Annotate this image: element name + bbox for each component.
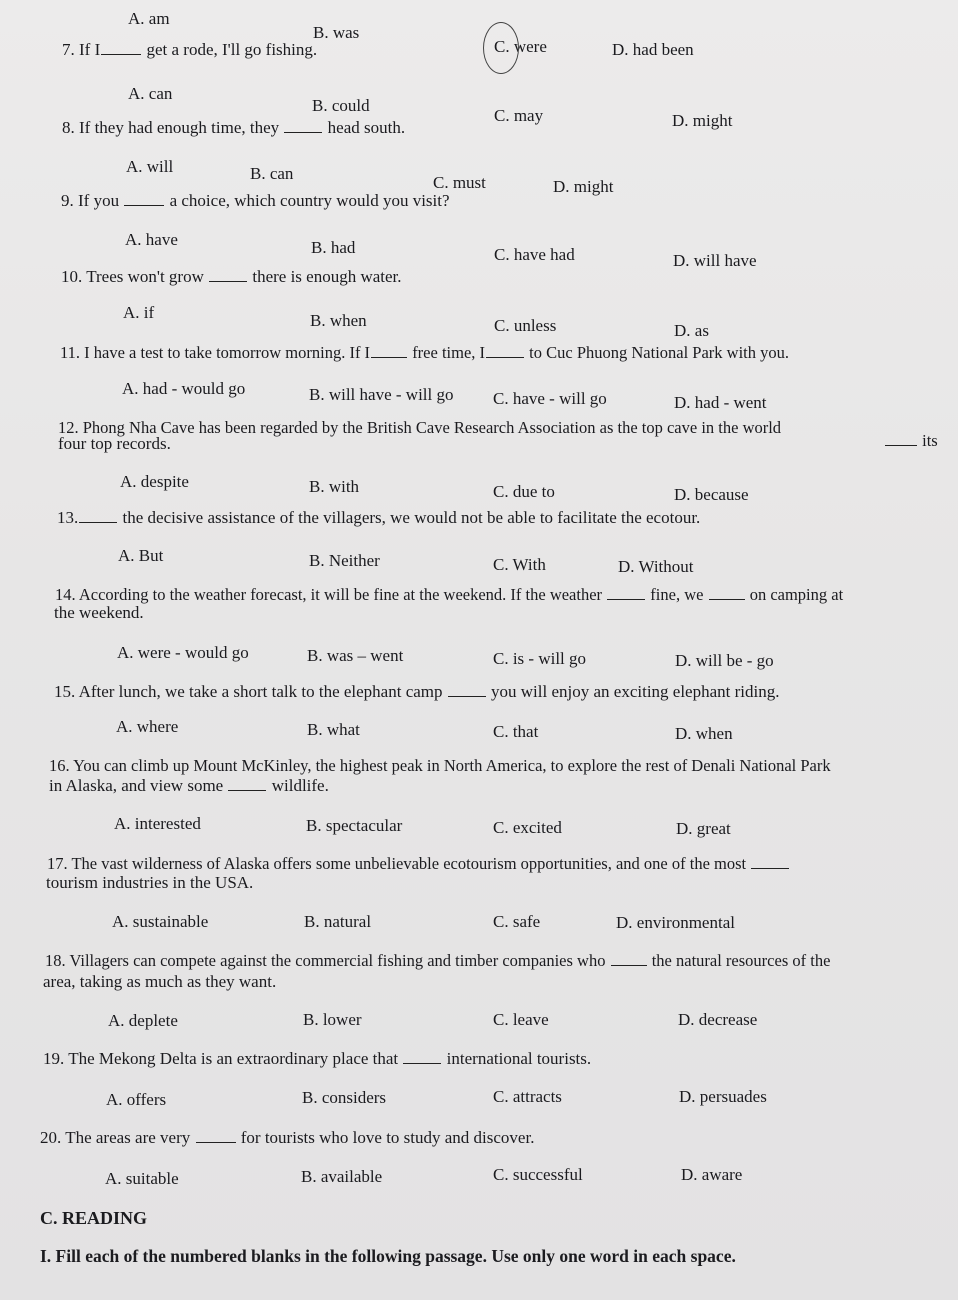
q20-option-b[interactable]: B. available	[301, 1167, 383, 1186]
question-text: Phong Nha Cave has been regarded by the British Cave Research Association as the top cave in the world	[82, 418, 782, 437]
q20-option-d[interactable]: D. aware	[681, 1165, 743, 1184]
question-16-line2	[49, 776, 329, 796]
question-text: The areas are very	[65, 1128, 191, 1147]
q11-option-c[interactable]: C. have - will go	[493, 389, 607, 408]
question-text: to Cuc Phuong National Park with you.	[529, 343, 790, 362]
question-text: you will enjoy an exciting elephant riding.	[491, 682, 780, 701]
q16-option-d[interactable]: D. great	[676, 819, 731, 838]
q10-option-b[interactable]: B. when	[310, 311, 367, 330]
question-17	[47, 854, 790, 874]
question-8	[62, 118, 405, 138]
question-text: wildlife.	[271, 776, 329, 795]
q9-option-a[interactable]: A. have	[125, 230, 178, 249]
question-number: 16.	[49, 756, 70, 775]
question-text: I have a test to take tomorrow morning. If I	[84, 343, 371, 362]
q8-option-c[interactable]: C. must	[433, 173, 486, 192]
question-text: a choice, which country would you visit?	[169, 191, 450, 210]
q12-option-a[interactable]: A. despite	[120, 472, 189, 491]
question-17-line2: tourism industries in the USA.	[46, 873, 254, 892]
question-text: head south.	[327, 118, 406, 137]
q8-option-a[interactable]: A. will	[126, 157, 174, 176]
q14-option-c[interactable]: C. is - will go	[493, 649, 587, 668]
q12-option-c[interactable]: C. due to	[493, 482, 555, 501]
question-number: 15.	[54, 682, 76, 701]
q13-option-d[interactable]: D. Without	[618, 557, 694, 576]
question-text: for tourists who love to study and discover.	[240, 1128, 535, 1147]
question-text: The Mekong Delta is an extraordinary place that	[68, 1049, 399, 1068]
q17-option-d[interactable]: D. environmental	[616, 913, 735, 932]
q9-option-b[interactable]: B. had	[311, 238, 356, 257]
q15-option-c[interactable]: C. that	[493, 722, 539, 741]
q6-option-a[interactable]: A. am	[128, 9, 170, 28]
answer-blank[interactable]	[448, 682, 486, 697]
question-9	[61, 191, 450, 211]
answer-circle-mark	[483, 22, 519, 74]
q18-option-b[interactable]: B. lower	[303, 1010, 362, 1029]
question-number: 20.	[40, 1128, 62, 1147]
q15-option-b[interactable]: B. what	[307, 720, 360, 739]
question-text: According to the weather forecast, it will be fine at the weekend. If the weather	[78, 585, 603, 604]
question-text: The vast wilderness of Alaska offers some unbelievable ecotourism opportunities, and one of the most	[71, 854, 747, 873]
question-text: Trees won't grow	[86, 267, 204, 286]
question-12-line2: four top records.	[58, 434, 171, 453]
question-text: the natural resources of the	[651, 951, 831, 970]
q17-option-a[interactable]: A. sustainable	[112, 912, 209, 931]
question-number: 9.	[61, 191, 74, 210]
q6-option-b[interactable]: B. was	[313, 23, 360, 42]
q7-option-a[interactable]: A. can	[128, 84, 173, 103]
q13-option-a[interactable]: A. But	[118, 546, 164, 565]
question-number: 7.	[62, 40, 75, 59]
question-text: If you	[78, 191, 120, 210]
question-18-line2: area, taking as much as they want.	[43, 972, 277, 991]
q19-option-a[interactable]: A. offers	[106, 1090, 167, 1109]
q9-option-c[interactable]: C. have had	[494, 245, 575, 264]
question-18	[45, 951, 830, 971]
q20-option-c[interactable]: C. successful	[493, 1165, 583, 1184]
q8-option-d[interactable]: D. might	[553, 177, 614, 196]
question-20	[40, 1128, 534, 1148]
q7-option-d[interactable]: D. might	[672, 111, 733, 130]
q12-option-b[interactable]: B. with	[309, 477, 360, 496]
answer-blank[interactable]	[228, 776, 266, 791]
q14-option-d[interactable]: D. will be - go	[675, 651, 774, 670]
question-7	[62, 40, 317, 60]
q7-option-b[interactable]: B. could	[312, 96, 370, 115]
question-number: 18.	[45, 951, 66, 970]
q19-option-d[interactable]: D. persuades	[679, 1087, 767, 1106]
q16-option-b[interactable]: B. spectacular	[306, 816, 403, 835]
question-text: fine, we	[650, 585, 704, 604]
question-number: 12.	[58, 418, 79, 437]
answer-blank[interactable]	[611, 951, 647, 966]
q19-option-c[interactable]: C. attracts	[493, 1087, 562, 1106]
answer-blank[interactable]	[209, 267, 247, 282]
q19-option-b[interactable]: B. considers	[302, 1088, 387, 1107]
question-text: its	[922, 431, 938, 450]
answer-blank[interactable]	[284, 118, 322, 133]
answer-blank[interactable]	[486, 343, 524, 358]
q18-option-c[interactable]: C. leave	[493, 1010, 549, 1029]
q9-option-d[interactable]: D. will have	[673, 251, 757, 270]
q15-option-d[interactable]: D. when	[675, 724, 733, 743]
question-number: 10.	[61, 267, 83, 286]
q7-option-c[interactable]: C. may	[494, 106, 544, 125]
question-text: If I	[79, 40, 101, 59]
answer-blank[interactable]	[79, 508, 117, 523]
question-text: get a rode, I'll go fishing.	[146, 40, 318, 59]
q18-option-a[interactable]: A. deplete	[108, 1011, 178, 1030]
answer-blank[interactable]	[124, 191, 164, 206]
question-text: After lunch, we take a short talk to the elephant camp	[78, 682, 443, 701]
q20-option-a[interactable]: A. suitable	[105, 1169, 179, 1188]
question-number: 19.	[43, 1049, 65, 1068]
question-text: If they had enough time, they	[79, 118, 280, 137]
question-text: international tourists.	[446, 1049, 592, 1068]
q12-option-d[interactable]: D. because	[674, 485, 749, 504]
q16-option-a[interactable]: A. interested	[114, 814, 201, 833]
answer-blank[interactable]	[371, 343, 407, 358]
question-14	[55, 585, 843, 605]
question-number: 8.	[62, 118, 75, 137]
q10-option-d[interactable]: D. as	[674, 321, 709, 340]
question-14-line2: the weekend.	[54, 603, 144, 622]
section-instruction: I. Fill each of the numbered blanks in the following passage. Use only one word in each space.	[40, 1246, 736, 1266]
q15-option-a[interactable]: A. where	[116, 717, 179, 736]
q10-option-a[interactable]: A. if	[123, 303, 155, 322]
q13-option-c[interactable]: C. With	[493, 555, 546, 574]
q16-option-c[interactable]: C. excited	[493, 818, 562, 837]
question-text: in Alaska, and view some	[49, 776, 224, 795]
question-13	[57, 508, 700, 528]
question-12-end	[884, 431, 938, 451]
answer-blank[interactable]	[709, 585, 745, 600]
question-text: Villagers can compete against the commercial fishing and timber companies who	[69, 951, 606, 970]
question-10	[61, 267, 402, 287]
question-11	[60, 343, 789, 363]
answer-blank[interactable]	[751, 854, 789, 869]
question-text: the decisive assistance of the villagers, we would not be able to facilitate the ecotour.	[122, 508, 701, 527]
q14-option-a[interactable]: A. were - would go	[117, 643, 249, 662]
answer-blank[interactable]	[403, 1049, 441, 1064]
question-text: on camping at	[749, 585, 844, 604]
q13-option-b[interactable]: B. Neither	[309, 551, 380, 570]
q6-option-d[interactable]: D. had been	[612, 40, 694, 59]
question-15	[54, 682, 779, 702]
q17-option-b[interactable]: B. natural	[304, 912, 372, 931]
question-16	[49, 756, 831, 776]
section-title: C. READING	[40, 1208, 148, 1228]
question-number: 11.	[60, 343, 81, 362]
question-text: free time, I	[412, 343, 486, 362]
q10-option-c[interactable]: C. unless	[494, 316, 557, 335]
question-text: You can climb up Mount McKinley, the highest peak in North America, to explore the rest of Denali National Park	[73, 756, 831, 775]
q14-option-b[interactable]: B. was – went	[307, 646, 404, 665]
q11-option-d[interactable]: D. had - went	[674, 393, 767, 412]
question-number: 14.	[55, 585, 76, 604]
q11-option-b[interactable]: B. will have - will go	[309, 385, 454, 404]
answer-blank[interactable]	[101, 40, 141, 55]
q8-option-b[interactable]: B. can	[250, 164, 294, 183]
answer-blank[interactable]	[607, 585, 645, 600]
q17-option-c[interactable]: C. safe	[493, 912, 541, 931]
answer-blank[interactable]	[196, 1128, 236, 1143]
question-text: there is enough water.	[252, 267, 402, 286]
question-number: 13.	[57, 508, 79, 527]
question-number: 17.	[47, 854, 68, 873]
question-19	[43, 1049, 591, 1069]
q11-option-a[interactable]: A. had - would go	[122, 379, 246, 398]
q6-option-c[interactable]: C. were	[494, 37, 547, 56]
q18-option-d[interactable]: D. decrease	[678, 1010, 758, 1029]
answer-blank[interactable]	[885, 431, 917, 446]
